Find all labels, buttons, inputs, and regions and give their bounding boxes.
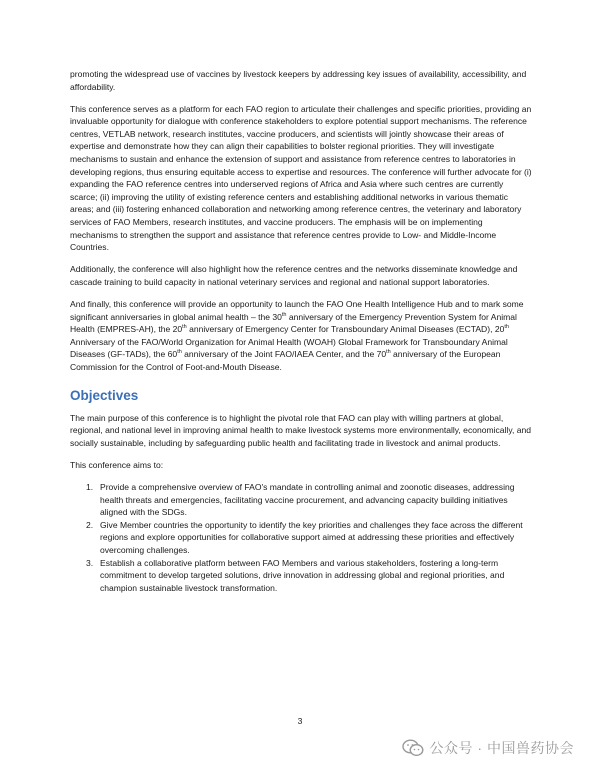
ordinal-suffix: th [182,324,187,331]
ordinal-suffix: th [281,311,287,318]
objectives-list [70,481,532,594]
paragraph-platform: This conference serves as a platform for each FAO region to articulate their challenges and specific priorities, providing an invaluable opportunity for dialogue with conference stakeholders to explore potential support mechanisms. The reference centres, VETLAB network, research institutes, vaccine producers, and scientists will jointly showcase their areas of expertise and demonstrate how they can align their capabilities to bolster regional priorities. They will investigate mechanisms to sustain and enhance the extension of support and assistance from reference centres to laboratories in developing regions, thus ensuring equitable access to expertise and resources. The conference will further advocate for (i) expanding the FAO reference centres into underserved regions of Africa and Asia where such centres are currently scarce; (ii) improving the utility of existing reference centers and establishing additional networks in various thematic areas; and (iii) fostering enhanced collaboration and networking among reference centres, the veterinary and laboratory services of FAO Members, research institutes, and vaccine producers. The emphasis will be on implementing mechanisms to strengthen the support and assistance that reference centres provide to Low- and Middle-Income Countries. [70,103,532,253]
ordinal-suffix: th [177,349,182,356]
list-item-text: Establish a collaborative platform between FAO Members and various stakeholders, fostering a long-term commitment to develop targeted solutions, drive innovation in addressing global and regional priorities, and champion sustainable livestock transformation. [100,557,505,593]
ordinal-suffix: th [504,324,509,331]
paragraph-anniversaries [70,298,532,374]
list-item [70,519,532,557]
ordinal-suffix: th [386,349,391,356]
document-page [70,68,532,594]
paragraph-vaccines: promoting the widespread use of vaccines by livestock keepers by addressing key issues of availability, accessibility, and affordability. [70,69,527,92]
anniversaries-text-4: Anniversary of the FAO/World Organization for Animal Health (WOAH) Global Framework for Transboundary Animal Diseases (GF-TADs), the 60 [70,336,508,360]
list-item-number: 2. [86,519,94,530]
list-item [70,557,532,595]
anniversaries-text-3: anniversary of Emergency Center for Transboundary Animal Diseases (ECTAD), 20 [186,324,505,335]
anniversaries-text-5: anniversary of the Joint FAO/IAEA Center, and the 70 [181,349,387,360]
page-number: 3 [297,716,303,726]
anniversaries-text-1: And finally, this conference will provide an opportunity to launch the FAO One Health Intelligence Hub and to mark some significant anniversaries in global animal health – the 30 [70,299,524,322]
list-item-text: Give Member countries the opportunity to identify the key priorities and challenges they face across the different regions and explore opportunities for collaborative support aimed at addressing these priorities and effectively overcoming challenges. [100,519,523,555]
paragraph-aims-intro: This conference aims to: [70,459,164,470]
paragraph-main-purpose: The main purpose of this conference is to highlight the pivotal role that FAO can play with willing partners at global, regional, and national level in improving animal health to make livestock systems more environmentally, economically, and socially sustainable, including by safeguarding public health and facilitating trade in livestock and animal products. [70,412,531,448]
watermark [402,738,574,758]
list-item-text: Provide a comprehensive overview of FAO's mandate in controlling animal and zoonotic diseases, addressing health threats and emergencies, facilitating vaccine procurement, and advancing capacity building initiatives aligned with the SDGs. [100,481,515,518]
list-item [70,481,532,519]
list-item-number: 3. [86,557,94,568]
wechat-icon [402,739,424,757]
anniversaries-text-6: anniversary of the European Commission for the Control of Foot-and-Mouth Disease. [70,349,501,372]
paragraph-additionally: Additionally, the conference will also highlight how the reference centres and the networks disseminate knowledge and cascade training to build capacity in national veterinary services and regional and national support laboratories. [70,264,518,287]
list-item-number: 1. [86,481,94,492]
objectives-heading: Objectives [70,387,139,403]
watermark-text: 公众号 · 中国兽药协会 [429,740,574,756]
anniversaries-text-2: anniversary of the Emergency Prevention System for Animal Health (EMPRES-AH), the 20 [70,311,517,335]
